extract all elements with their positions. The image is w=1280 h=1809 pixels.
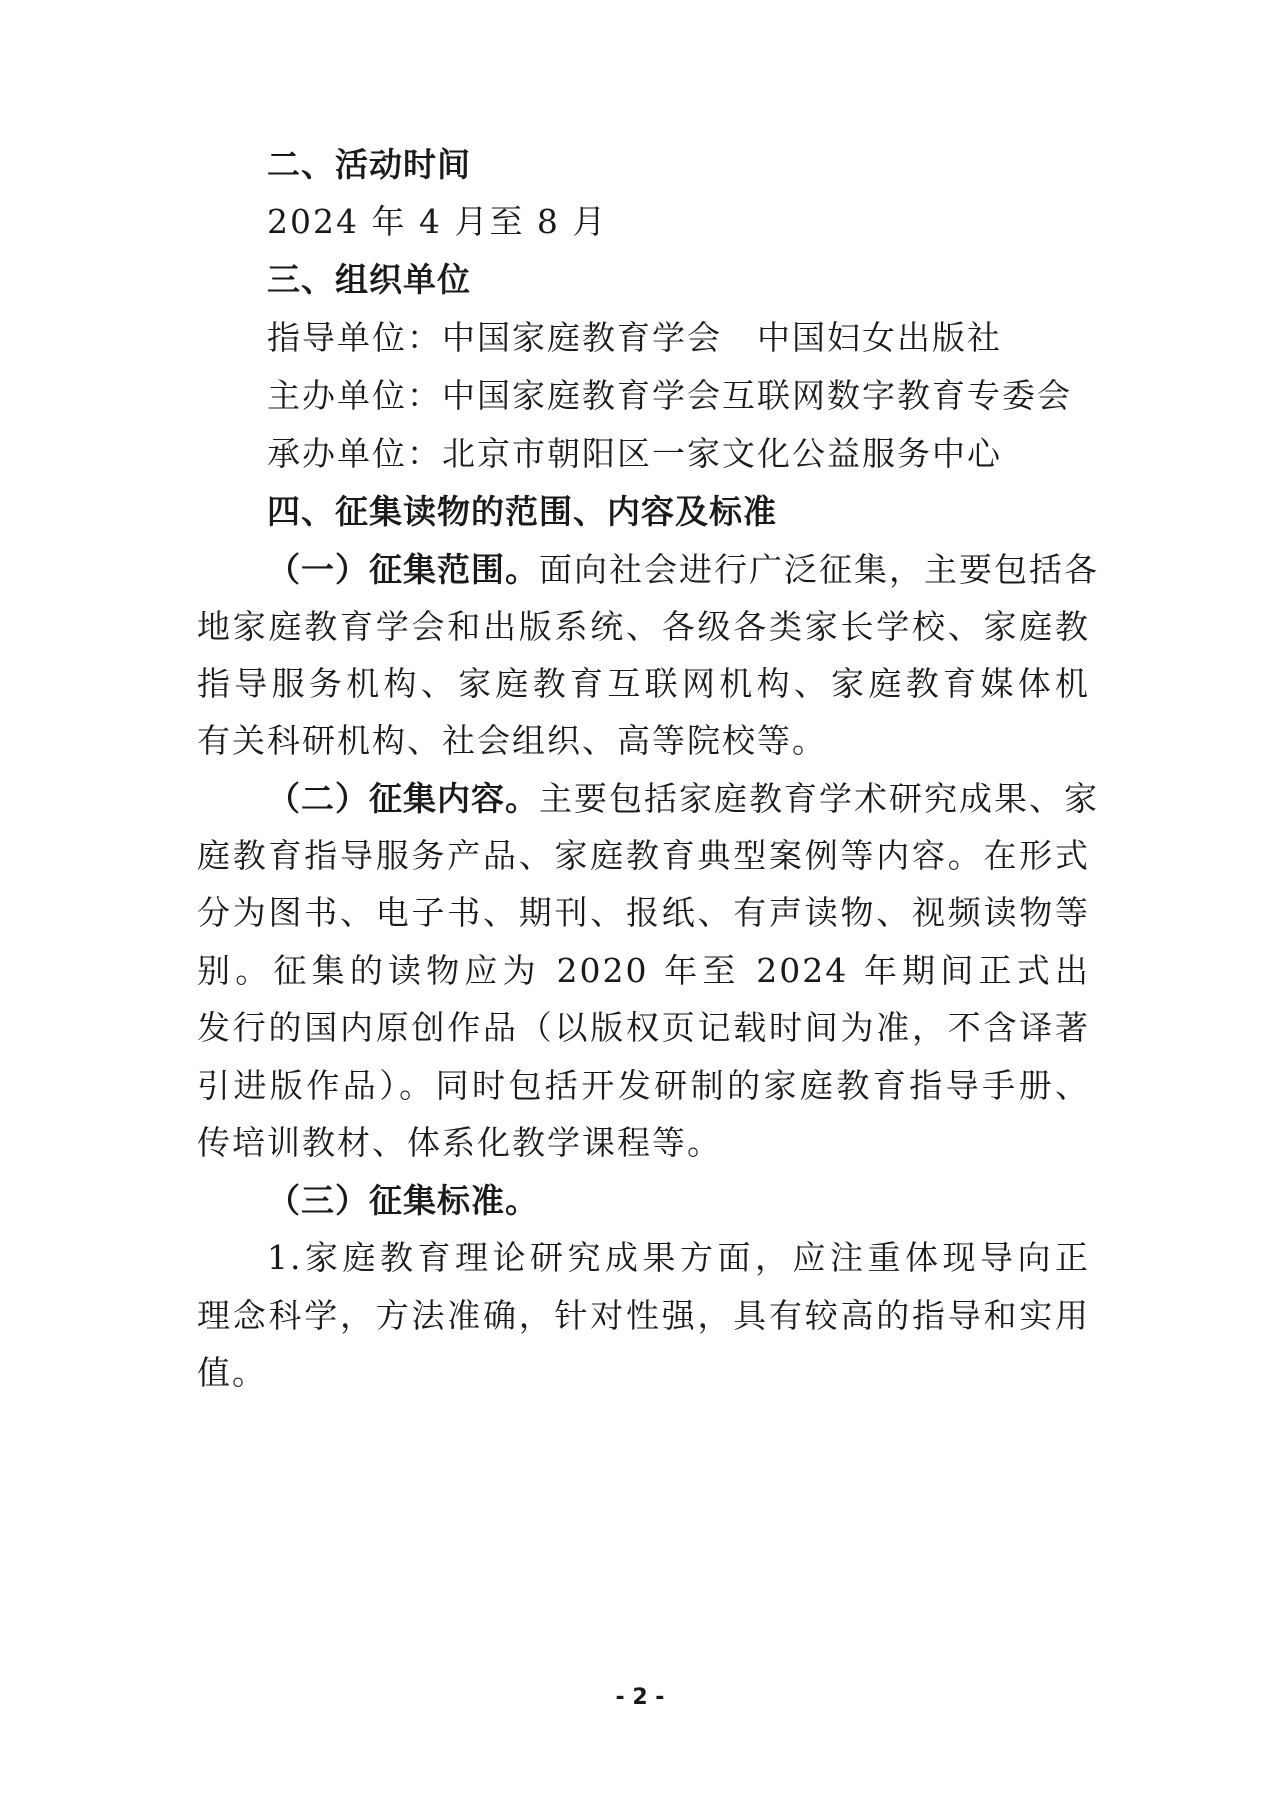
content-line: 引进版作品）。同时包括开发研制的家庭教育指导手册、	[197, 1066, 1090, 1105]
hosting-units: 主办单位：中国家庭教育学会互联网数字教育专委会	[267, 376, 1072, 415]
page-number: - 2 -	[615, 1685, 665, 1710]
content-lead: （二）征集内容。	[267, 779, 539, 818]
scope-line: 有关科研机构、社会组织、高等院校等。	[197, 721, 827, 760]
content-line: 分为图书、电子书、期刊、报纸、有声读物、视频读物等	[197, 893, 1090, 932]
scope-lead: （一）征集范围。	[267, 550, 539, 589]
standard-item-line: 理念科学，方法准确，针对性强，具有较高的指导和实用	[197, 1296, 1090, 1335]
content-line: 别。征集的读物应为 2020 年至 2024 年期间正式出	[197, 951, 1090, 990]
content-line: 庭教育指导服务产品、家庭教育典型案例等内容。在形式	[197, 836, 1090, 875]
guiding-units: 指导单位：中国家庭教育学会 中国妇女出版社	[267, 318, 1002, 357]
content-line: 主要包括家庭教育学术研究成果、家	[539, 779, 1099, 818]
scope-paragraph-first-line	[197, 550, 1099, 590]
scope-line: 指导服务机构、家庭教育互联网机构、家庭教育媒体机	[197, 664, 1090, 703]
standard-item-line: 1.家庭教育理论研究成果方面，应注重体现导向正	[267, 1238, 1090, 1277]
standard-lead: （三）征集标准。	[267, 1181, 539, 1220]
scope-line: 面向社会进行广泛征集，主要包括各	[539, 550, 1099, 589]
activity-time-text: 2024 年 4 月至 8 月	[267, 202, 608, 241]
content-paragraph-first-line	[197, 779, 1099, 819]
content-line: 传培训教材、体系化教学课程等。	[197, 1123, 722, 1162]
organizing-units: 承办单位：北京市朝阳区一家文化公益服务中心	[267, 434, 1002, 473]
section-2-heading: 二、活动时间	[267, 145, 471, 184]
content-line: 发行的国内原创作品（以版权页记载时间为准，不含译著	[197, 1008, 1090, 1047]
scope-line: 地家庭教育学会和出版系统、各级各类家长学校、家庭教	[197, 607, 1090, 646]
standard-item-line: 值。	[197, 1353, 267, 1392]
section-3-heading: 三、组织单位	[267, 260, 471, 299]
section-4-heading: 四、征集读物的范围、内容及标准	[267, 492, 777, 531]
